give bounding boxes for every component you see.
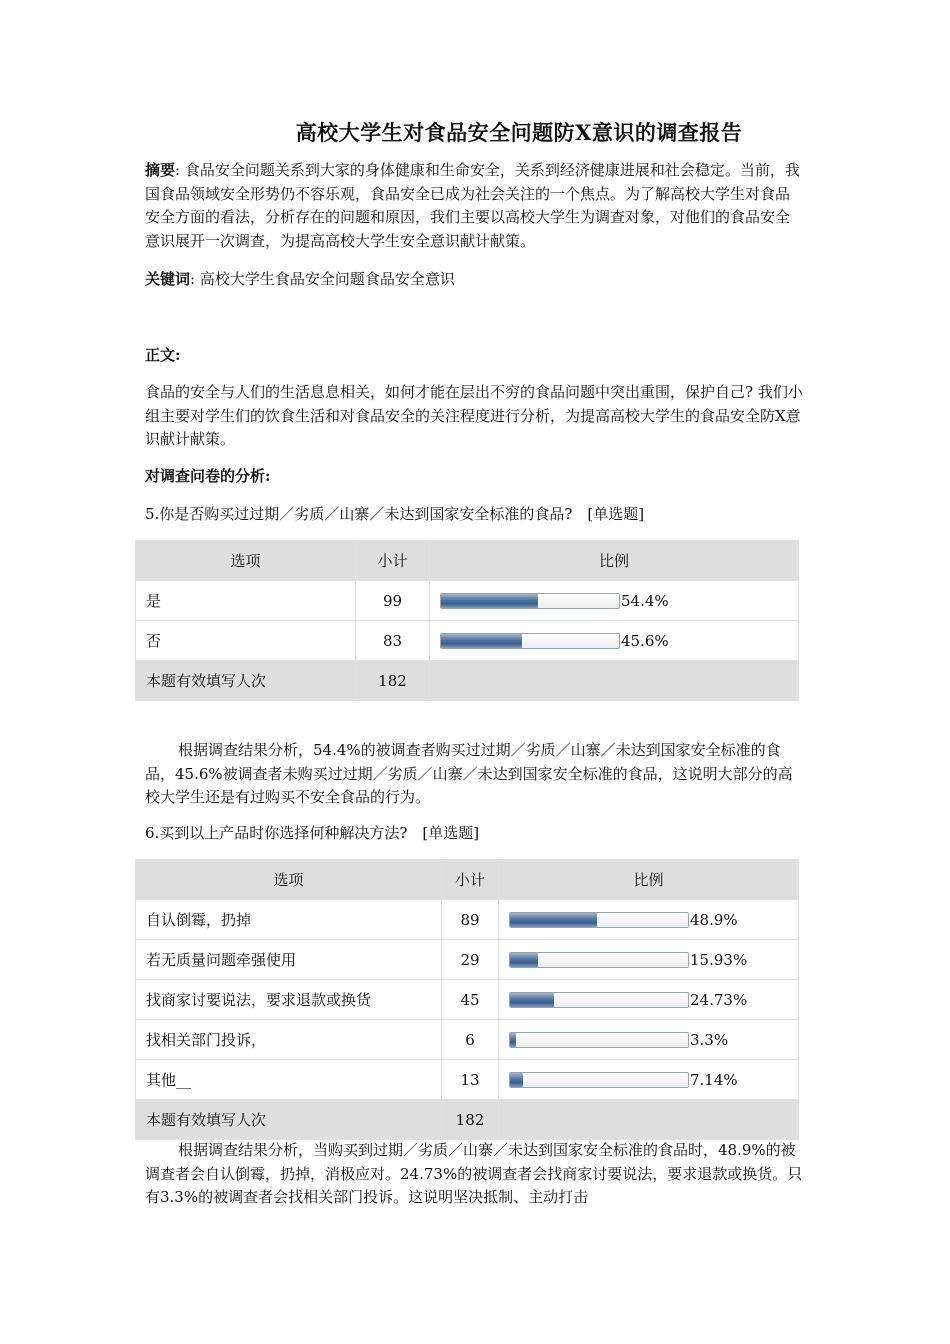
percent-label: 15.93% bbox=[690, 950, 748, 969]
count-cell: 99 bbox=[356, 581, 430, 621]
option-cell: 自认倒霉，扔掉 bbox=[136, 900, 442, 940]
q5-table bbox=[135, 540, 799, 701]
count-cell: 89 bbox=[442, 900, 499, 940]
progress-bar bbox=[509, 1072, 689, 1088]
header-ratio: 比例 bbox=[499, 860, 799, 900]
ratio-cell bbox=[499, 940, 799, 980]
ratio-cell bbox=[499, 1020, 799, 1060]
progress-fill bbox=[510, 1033, 516, 1047]
abstract-text: : 食品安全问题关系到大家的身体健康和生命安全，关系到经济健康进展和社会稳定。当前，我国食品领域安全形势仍不容乐观，食品安全已成为社会关注的一个焦点。为了解高校大学生对食品安全方面的看法，分析存在的问题和原因，我们主要以高校大学生为调查对象，对他们的食品安全意识展开一次调查，为提高高校大学生安全意识献计献策。 bbox=[145, 161, 800, 250]
percent-label: 48.9% bbox=[690, 910, 738, 929]
table-row bbox=[136, 621, 799, 661]
progress-bar bbox=[440, 593, 620, 609]
percent-label: 7.14% bbox=[690, 1070, 738, 1089]
intro-paragraph: 食品的安全与人们的生活息息相关，如何才能在层出不穷的食品问题中突出重围，保护自己? 我们小组主要对学生们的饮食生活和对食品安全的关注程度进行分析，为提高高校大学生的食品安全防X意识献计献策。 bbox=[145, 383, 803, 448]
table-row bbox=[136, 1020, 799, 1060]
table-header-row bbox=[136, 541, 799, 581]
count-cell: 83 bbox=[356, 621, 430, 661]
progress-bar bbox=[509, 912, 689, 928]
count-cell: 13 bbox=[442, 1060, 499, 1100]
abstract-label: 摘要 bbox=[145, 161, 176, 179]
table-row bbox=[136, 1060, 799, 1100]
header-count: 小计 bbox=[442, 860, 499, 900]
abstract-paragraph bbox=[145, 159, 803, 253]
table-row bbox=[136, 900, 799, 940]
ratio-cell bbox=[430, 581, 799, 621]
progress-bar bbox=[440, 633, 620, 649]
q6-analysis-paragraph: 根据调查结果分析，当购买到过期／劣质／山寨／未达到国家安全标准的食品时，48.9%的被调查者会自认倒霉，扔掉，消极应对。24.73%的被调查者会找商家讨要说法，要求退款或换货。只有3.3%的被调查者会找相关部门投诉。这说明坚决抵制、主动打击 bbox=[145, 1141, 803, 1206]
header-ratio: 比例 bbox=[430, 541, 799, 581]
progress-fill bbox=[510, 1073, 523, 1087]
body-label: 正文: bbox=[145, 346, 181, 364]
count-cell: 45 bbox=[442, 980, 499, 1020]
progress-bar bbox=[509, 992, 689, 1008]
document-title: 高校大学生对食品安全问题防X意识的调查报告 bbox=[295, 120, 743, 145]
percent-label: 3.3% bbox=[690, 1030, 729, 1049]
option-cell: 是 bbox=[136, 581, 356, 621]
progress-bar bbox=[509, 952, 689, 968]
option-cell: 否 bbox=[136, 621, 356, 661]
header-option: 选项 bbox=[136, 541, 356, 581]
empty-cell bbox=[499, 1100, 799, 1140]
header-option: 选项 bbox=[136, 860, 442, 900]
total-row bbox=[136, 1100, 799, 1140]
q6-question: 6.买到以上产品时你选择何种解决方法? [单选题] bbox=[145, 824, 480, 842]
header-count: 小计 bbox=[356, 541, 430, 581]
keywords-label: 关键词 bbox=[145, 270, 191, 288]
total-label: 本题有效填写人次 bbox=[136, 661, 356, 701]
total-label: 本题有效填写人次 bbox=[136, 1100, 442, 1140]
keywords-paragraph bbox=[145, 268, 803, 292]
empty-cell bbox=[430, 661, 799, 701]
table-row bbox=[136, 581, 799, 621]
q5-question: 5.你是否购买过过期／劣质／山寨／未达到国家安全标准的食品? [单选题] bbox=[145, 505, 645, 523]
total-row bbox=[136, 661, 799, 701]
ratio-cell bbox=[499, 1060, 799, 1100]
progress-fill bbox=[441, 634, 522, 648]
count-cell: 29 bbox=[442, 940, 499, 980]
option-cell: 找商家讨要说法，要求退款或换货 bbox=[136, 980, 442, 1020]
table-header-row bbox=[136, 860, 799, 900]
progress-fill bbox=[510, 913, 597, 927]
progress-bar bbox=[509, 1032, 689, 1048]
q6-table bbox=[135, 859, 799, 1140]
ratio-cell bbox=[499, 980, 799, 1020]
progress-fill bbox=[510, 993, 554, 1007]
option-cell: 找相关部门投诉， bbox=[136, 1020, 442, 1060]
q5-analysis-paragraph: 根据调查结果分析，54.4%的被调查者购买过过期／劣质／山寨／未达到国家安全标准的食品，45.6%被调查者未购买过过期／劣质／山寨／未达到国家安全标准的食品，这说明大部分的高校大学生还是有过购买不安全食品的行为。 bbox=[145, 741, 793, 806]
keywords-text: : 高校大学生食品安全问题食品安全意识 bbox=[190, 270, 455, 288]
total-count: 182 bbox=[356, 661, 430, 701]
table-row bbox=[136, 980, 799, 1020]
percent-label: 24.73% bbox=[690, 990, 748, 1009]
progress-fill bbox=[441, 594, 538, 608]
table-row bbox=[136, 940, 799, 980]
option-cell: 其他__ bbox=[136, 1060, 442, 1100]
ratio-cell bbox=[430, 621, 799, 661]
option-cell: 若无质量问题牵强使用 bbox=[136, 940, 442, 980]
analysis-heading: 对调查问卷的分析: bbox=[145, 467, 271, 485]
percent-label: 45.6% bbox=[621, 631, 669, 650]
total-count: 182 bbox=[442, 1100, 499, 1140]
count-cell: 6 bbox=[442, 1020, 499, 1060]
progress-fill bbox=[510, 953, 538, 967]
percent-label: 54.4% bbox=[621, 591, 669, 610]
ratio-cell bbox=[499, 900, 799, 940]
